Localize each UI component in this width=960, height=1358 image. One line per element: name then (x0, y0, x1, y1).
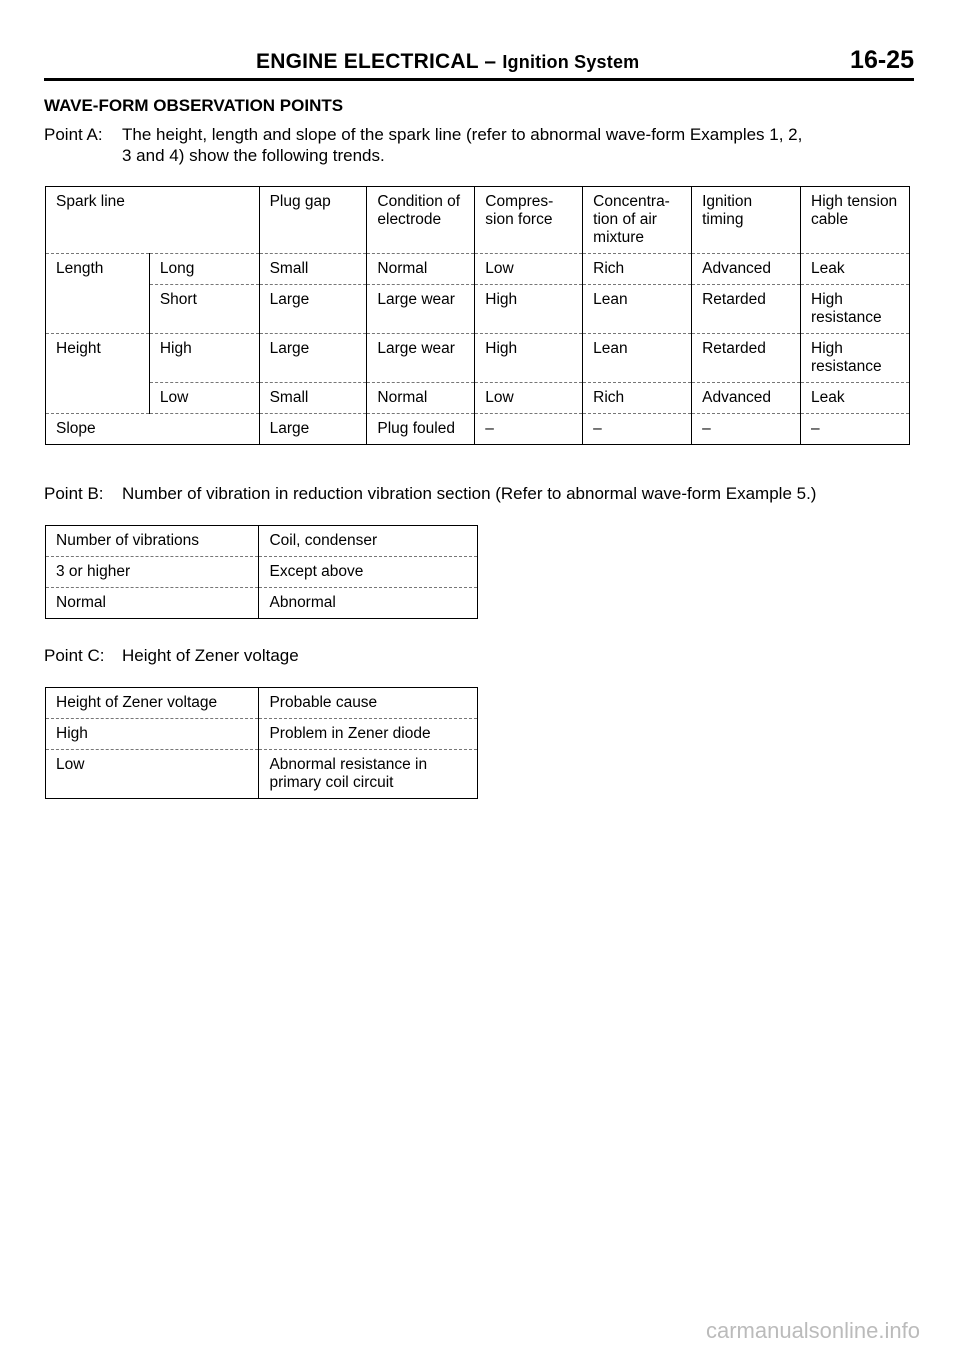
header-electrode: Condition of electrode (367, 187, 475, 254)
watermark: carmanualsonline.info (705, 1318, 920, 1343)
page-header (44, 46, 914, 81)
table-row (46, 254, 910, 285)
cell-zener-height: Low (46, 750, 259, 799)
table-row (46, 557, 478, 588)
header-compression: Compres- sion force (475, 187, 583, 254)
point-c-label: Point C: (44, 646, 105, 665)
point-b-label: Point B: (44, 484, 104, 503)
table-header-row (46, 688, 478, 719)
row-sub-label: Low (149, 383, 259, 414)
header-mixture: Concentra- tion of air mixture (583, 187, 692, 254)
row-group-label: Height (46, 334, 150, 414)
table-row (46, 383, 910, 414)
cell-electrode: Large wear (367, 285, 475, 334)
row-sub-label: Long (149, 254, 259, 285)
cell-timing: Retarded (692, 334, 801, 383)
point-c-text: Height of Zener voltage (122, 646, 299, 665)
table-row (46, 750, 478, 799)
cell-compression: – (475, 414, 583, 445)
cell-electrode: Normal (367, 254, 475, 285)
table-row (46, 334, 910, 383)
cell-timing: – (692, 414, 801, 445)
header-cable: High tension cable (801, 187, 910, 254)
row-group-label: Length (46, 254, 150, 334)
vibration-table (45, 525, 478, 619)
section-subtitle: Ignition System (502, 52, 640, 72)
header-coil-condenser: Coil, condenser (259, 526, 478, 557)
cell-cause: Problem in Zener diode (259, 719, 478, 750)
cell-plug-gap: Small (259, 254, 367, 285)
zener-voltage-table (45, 687, 478, 799)
cell-electrode: Large wear (367, 334, 475, 383)
table-row (46, 719, 478, 750)
cell-vibrations: Normal (46, 588, 259, 619)
header-zener-height: Height of Zener voltage (46, 688, 259, 719)
point-b-text: Number of vibration in reduction vibration section (Refer to abnormal wave-form Example 5.) (122, 484, 817, 503)
cell-cable: Leak (801, 383, 910, 414)
cell-cable: – (801, 414, 910, 445)
cell-mixture: Rich (583, 383, 692, 414)
cell-compression: Low (475, 254, 583, 285)
header-spark-line: Spark line (46, 187, 260, 254)
header-vibrations: Number of vibrations (46, 526, 259, 557)
point-c-paragraph (44, 645, 299, 666)
table-header-row (46, 526, 478, 557)
point-a-text-line2: 3 and 4) show the following trends. (122, 146, 385, 165)
table-row (46, 285, 910, 334)
cell-zener-height: High (46, 719, 259, 750)
row-slope-label: Slope (46, 414, 260, 445)
cell-plug-gap: Small (259, 383, 367, 414)
cell-timing: Retarded (692, 285, 801, 334)
cell-plug-gap: Large (259, 414, 367, 445)
header-timing: Ignition timing (692, 187, 801, 254)
point-a-label: Point A: (44, 125, 103, 144)
cell-timing: Advanced (692, 254, 801, 285)
cell-compression: High (475, 334, 583, 383)
cell-result: Except above (259, 557, 478, 588)
table-header-row (46, 187, 910, 254)
header-plug-gap: Plug gap (259, 187, 367, 254)
cell-vibrations: 3 or higher (46, 557, 259, 588)
cell-electrode: Plug fouled (367, 414, 475, 445)
section-title: WAVE-FORM OBSERVATION POINTS (44, 96, 344, 115)
row-sub-label: Short (149, 285, 259, 334)
table-row (46, 588, 478, 619)
cell-compression: High (475, 285, 583, 334)
cell-plug-gap: Large (259, 334, 367, 383)
cell-cable: High resistance (801, 334, 910, 383)
cell-plug-gap: Large (259, 285, 367, 334)
cell-mixture: Rich (583, 254, 692, 285)
header-title (256, 50, 639, 74)
cell-timing: Advanced (692, 383, 801, 414)
row-sub-label: High (149, 334, 259, 383)
cell-result: Abnormal (259, 588, 478, 619)
point-a-paragraph (44, 124, 924, 166)
table-row-slope (46, 414, 910, 445)
page-number: 16-25 (850, 46, 914, 74)
cell-electrode: Normal (367, 383, 475, 414)
point-b-paragraph (44, 483, 924, 504)
cell-cable: Leak (801, 254, 910, 285)
spark-line-table (45, 186, 910, 445)
point-a-text-line1: The height, length and slope of the spark line (refer to abnormal wave-form Examples 1, 2, (122, 125, 803, 144)
cell-cause: Abnormal resistance in primary coil circuit (259, 750, 478, 799)
title-dash: – (484, 50, 497, 73)
cell-mixture: Lean (583, 334, 692, 383)
cell-mixture: – (583, 414, 692, 445)
header-probable-cause: Probable cause (259, 688, 478, 719)
cell-compression: Low (475, 383, 583, 414)
chapter-title: ENGINE ELECTRICAL (256, 50, 479, 73)
cell-mixture: Lean (583, 285, 692, 334)
cell-cable: High resistance (801, 285, 910, 334)
